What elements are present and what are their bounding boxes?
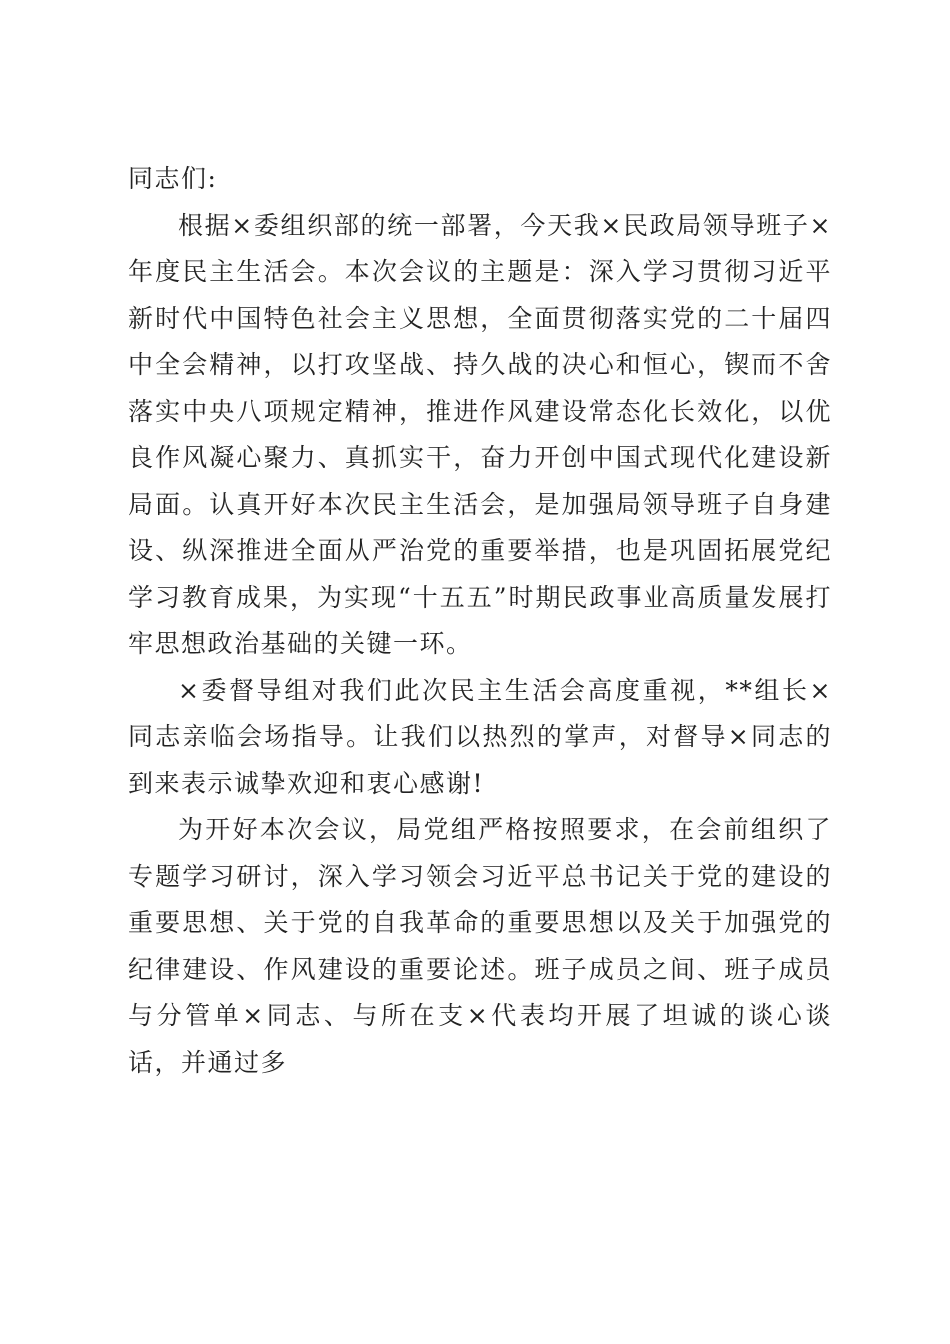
paragraph-welcome-supervisors: ×委督导组对我们此次民主生活会高度重视，**组长×同志亲临会场指导。让我们以热烈的掌声，对督导×同志的到来表示诚挚欢迎和衷心感谢! (128, 675, 832, 798)
document-body (128, 156, 832, 1086)
salutation: 同志们: (128, 164, 218, 193)
paragraph-preparation: 为开好本次会议，局党组严格按照要求，在会前组织了专题学习研讨，深入学习领会习近平总书记关于党的建设的重要思想、关于党的自我革命的重要思想以及关于加强党的纪律建设、作风建设的重要论述。班子成员之间、班子成员与分管单×同志、与所在支×代表均开展了坦诚的谈心谈话，并通过多 (128, 815, 832, 1077)
paragraph-meeting-theme: 根据×委组织部的统一部署，今天我×民政局领导班子×年度民主生活会。本次会议的主题是：深入学习贯彻习近平新时代中国特色社会主义思想，全面贯彻落实党的二十届四中全会精神，以打攻坚战、持久战的决心和恒心，锲而不舍落实中央八项规定精神，推进作风建设常态化长效化，以优良作风凝心聚力、真抓实干，奋力开创中国式现代化建设新局面。认真开好本次民主生活会，是加强局领导班子自身建设、纵深推进全面从严治党的重要举措，也是巩固拓展党纪学习教育成果，为实现“十五五”时期民政事业高质量发展打牢思想政治基础的关键一环。 (128, 210, 832, 658)
